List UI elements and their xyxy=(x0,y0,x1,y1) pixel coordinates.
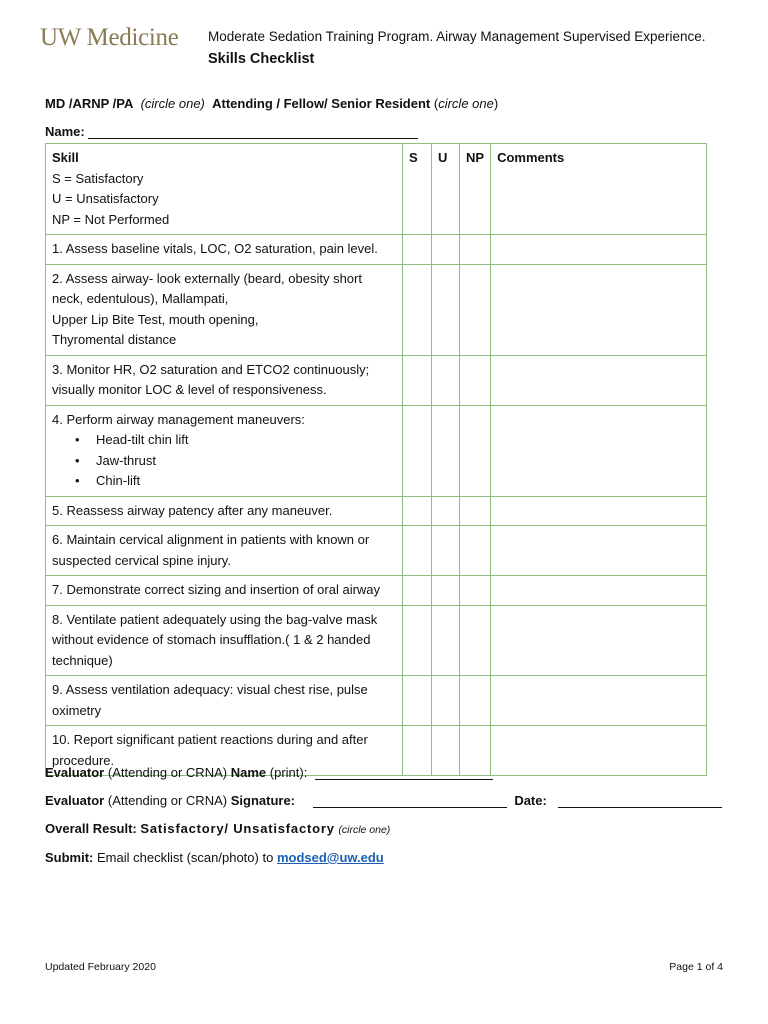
s-cell[interactable] xyxy=(403,496,432,526)
skill-cell xyxy=(46,355,403,405)
role-options-md[interactable]: MD /ARNP /PA xyxy=(45,96,134,111)
skill-cell xyxy=(46,496,403,526)
header-s: S xyxy=(403,144,432,235)
table-header-row xyxy=(46,144,707,235)
maneuver-item: • Head-tilt chin lift xyxy=(96,430,396,451)
evaluator-label: Evaluator xyxy=(45,765,105,780)
s-cell[interactable] xyxy=(403,676,432,726)
program-title: Moderate Sedation Training Program. Airway Management Supervised Experience. xyxy=(208,29,706,44)
name-input-line[interactable] xyxy=(88,125,418,139)
uw-medicine-logo: UW Medicine xyxy=(40,24,179,51)
table-row xyxy=(46,605,707,676)
table-row xyxy=(46,526,707,576)
s-cell[interactable] xyxy=(403,605,432,676)
np-cell[interactable] xyxy=(460,576,491,606)
maneuver-item: • Jaw-thrust xyxy=(96,451,396,472)
circle-one-note: (circle one) xyxy=(140,96,205,111)
evaluator-signature-row xyxy=(45,793,722,808)
email-link[interactable]: modsed@uw.edu xyxy=(276,850,384,865)
overall-result-options[interactable]: Satisfactory/ Unsatisfactory xyxy=(140,821,335,836)
evaluator-label-2: Evaluator xyxy=(45,793,105,808)
skill-text: 1. Assess baseline vitals, LOC, O2 saturation, pain level. xyxy=(52,241,378,256)
skill-text: 6. Maintain cervical alignment in patients with known or suspected cervical spine injury. xyxy=(52,532,370,568)
submit-row xyxy=(45,850,384,865)
maneuver-item: • Chin-lift xyxy=(96,471,396,492)
header-np: NP xyxy=(460,144,491,235)
submit-label: Submit: xyxy=(45,850,94,865)
comments-cell[interactable] xyxy=(491,526,707,576)
comments-cell[interactable] xyxy=(491,576,707,606)
skill-cell xyxy=(46,605,403,676)
table-row xyxy=(46,235,707,265)
skill-text: 4. Perform airway management maneuvers: xyxy=(52,411,305,427)
page-number: Page 1 of 4 xyxy=(669,961,723,973)
signature-label: Signature: xyxy=(230,793,296,808)
skill-text: 5. Reassess airway patency after any maneuver. xyxy=(52,502,333,518)
comments-cell[interactable] xyxy=(491,405,707,496)
skill-cell xyxy=(46,264,403,355)
date-label: Date: xyxy=(514,793,547,808)
skills-checklist-table xyxy=(45,143,707,776)
s-cell[interactable] xyxy=(403,235,432,265)
header-u: U xyxy=(432,144,460,235)
skill-cell xyxy=(46,405,403,496)
table-row xyxy=(46,676,707,726)
comments-cell[interactable] xyxy=(491,496,707,526)
s-cell[interactable] xyxy=(403,264,432,355)
comments-cell[interactable] xyxy=(491,605,707,676)
comments-cell[interactable] xyxy=(491,726,707,776)
skill-cell xyxy=(46,235,403,265)
u-cell[interactable] xyxy=(432,496,460,526)
np-cell[interactable] xyxy=(460,526,491,576)
table-row xyxy=(46,496,707,526)
np-cell[interactable] xyxy=(460,405,491,496)
paren-open: ( xyxy=(433,96,439,111)
u-cell[interactable] xyxy=(432,405,460,496)
skill-text: Thyromental distance xyxy=(52,332,177,347)
comments-cell[interactable] xyxy=(491,355,707,405)
overall-result-row xyxy=(45,821,390,836)
submit-instruction: Email checklist (scan/photo) to xyxy=(97,850,274,865)
np-cell[interactable] xyxy=(460,496,491,526)
evaluator-name-input-line[interactable] xyxy=(315,766,493,780)
u-cell[interactable] xyxy=(432,605,460,676)
skill-cell xyxy=(46,526,403,576)
legend-satisfactory: S = Satisfactory xyxy=(52,170,144,186)
skill-text: 3. Monitor HR, O2 saturation and ETCO2 continuously; visually monitor LOC & level of responsiveness. xyxy=(52,361,370,397)
paren-close: ) xyxy=(493,96,499,111)
skill-text: 10. Report significant patient reactions during and after procedure. xyxy=(52,732,368,768)
maneuver-list xyxy=(52,430,396,492)
skill-text: 8. Ventilate patient adequately using the bag-valve mask without evidence of stomach insufflation.( 1 & 2 handed technique) xyxy=(52,611,378,668)
circle-one-note-3: (circle one) xyxy=(338,824,391,836)
np-cell[interactable] xyxy=(460,676,491,726)
table-row xyxy=(46,405,707,496)
name-field-row xyxy=(45,124,418,139)
u-cell[interactable] xyxy=(432,676,460,726)
s-cell[interactable] xyxy=(403,355,432,405)
circle-one-note-2: circle one xyxy=(438,96,494,111)
date-input-line[interactable] xyxy=(558,794,722,808)
skill-cell xyxy=(46,676,403,726)
skill-text: 7. Demonstrate correct sizing and insertion of oral airway xyxy=(52,582,381,597)
skill-text: Upper Lip Bite Test, mouth opening, xyxy=(52,311,259,327)
header-comments: Comments xyxy=(491,144,707,235)
comments-cell[interactable] xyxy=(491,264,707,355)
comments-cell[interactable] xyxy=(491,676,707,726)
u-cell[interactable] xyxy=(432,526,460,576)
u-cell[interactable] xyxy=(432,576,460,606)
role-selection-line xyxy=(45,96,498,111)
np-cell[interactable] xyxy=(460,605,491,676)
evaluator-role-note-2: (Attending or CRNA) xyxy=(107,793,228,808)
s-cell[interactable] xyxy=(403,526,432,576)
evaluator-role-note: (Attending or CRNA) xyxy=(107,765,228,780)
np-cell[interactable] xyxy=(460,355,491,405)
table-row xyxy=(46,576,707,606)
s-cell[interactable] xyxy=(403,576,432,606)
header-skill xyxy=(46,144,403,235)
legend-unsatisfactory: U = Unsatisfactory xyxy=(52,191,159,206)
np-cell[interactable] xyxy=(460,235,491,265)
header-skill-label: Skill xyxy=(52,150,79,165)
skill-cell xyxy=(46,576,403,606)
evaluator-name-row xyxy=(45,765,493,780)
u-cell[interactable] xyxy=(432,264,460,355)
updated-date: Updated February 2020 xyxy=(45,961,156,973)
skill-text: 9. Assess ventilation adequacy: visual chest rise, pulse oximetry xyxy=(52,682,368,718)
name-label: Name: xyxy=(45,124,85,139)
table-row xyxy=(46,355,707,405)
comments-cell[interactable] xyxy=(491,235,707,265)
overall-result-label: Overall Result: xyxy=(45,821,137,836)
page-title: Skills Checklist xyxy=(208,51,315,67)
signature-input-line[interactable] xyxy=(313,794,507,808)
s-cell[interactable] xyxy=(403,405,432,496)
skill-text: 2. Assess airway- look externally (beard, obesity short neck, edentulous), Mallampati, xyxy=(52,270,362,306)
table-row xyxy=(46,264,707,355)
evaluator-name-label: Name xyxy=(230,765,267,780)
u-cell[interactable] xyxy=(432,355,460,405)
np-cell[interactable] xyxy=(460,264,491,355)
u-cell[interactable] xyxy=(432,235,460,265)
evaluator-print-note: (print): xyxy=(269,765,308,780)
legend-not-performed: NP = Not Performed xyxy=(52,211,170,227)
role-options-attending[interactable]: Attending / Fellow/ Senior Resident xyxy=(212,96,431,111)
